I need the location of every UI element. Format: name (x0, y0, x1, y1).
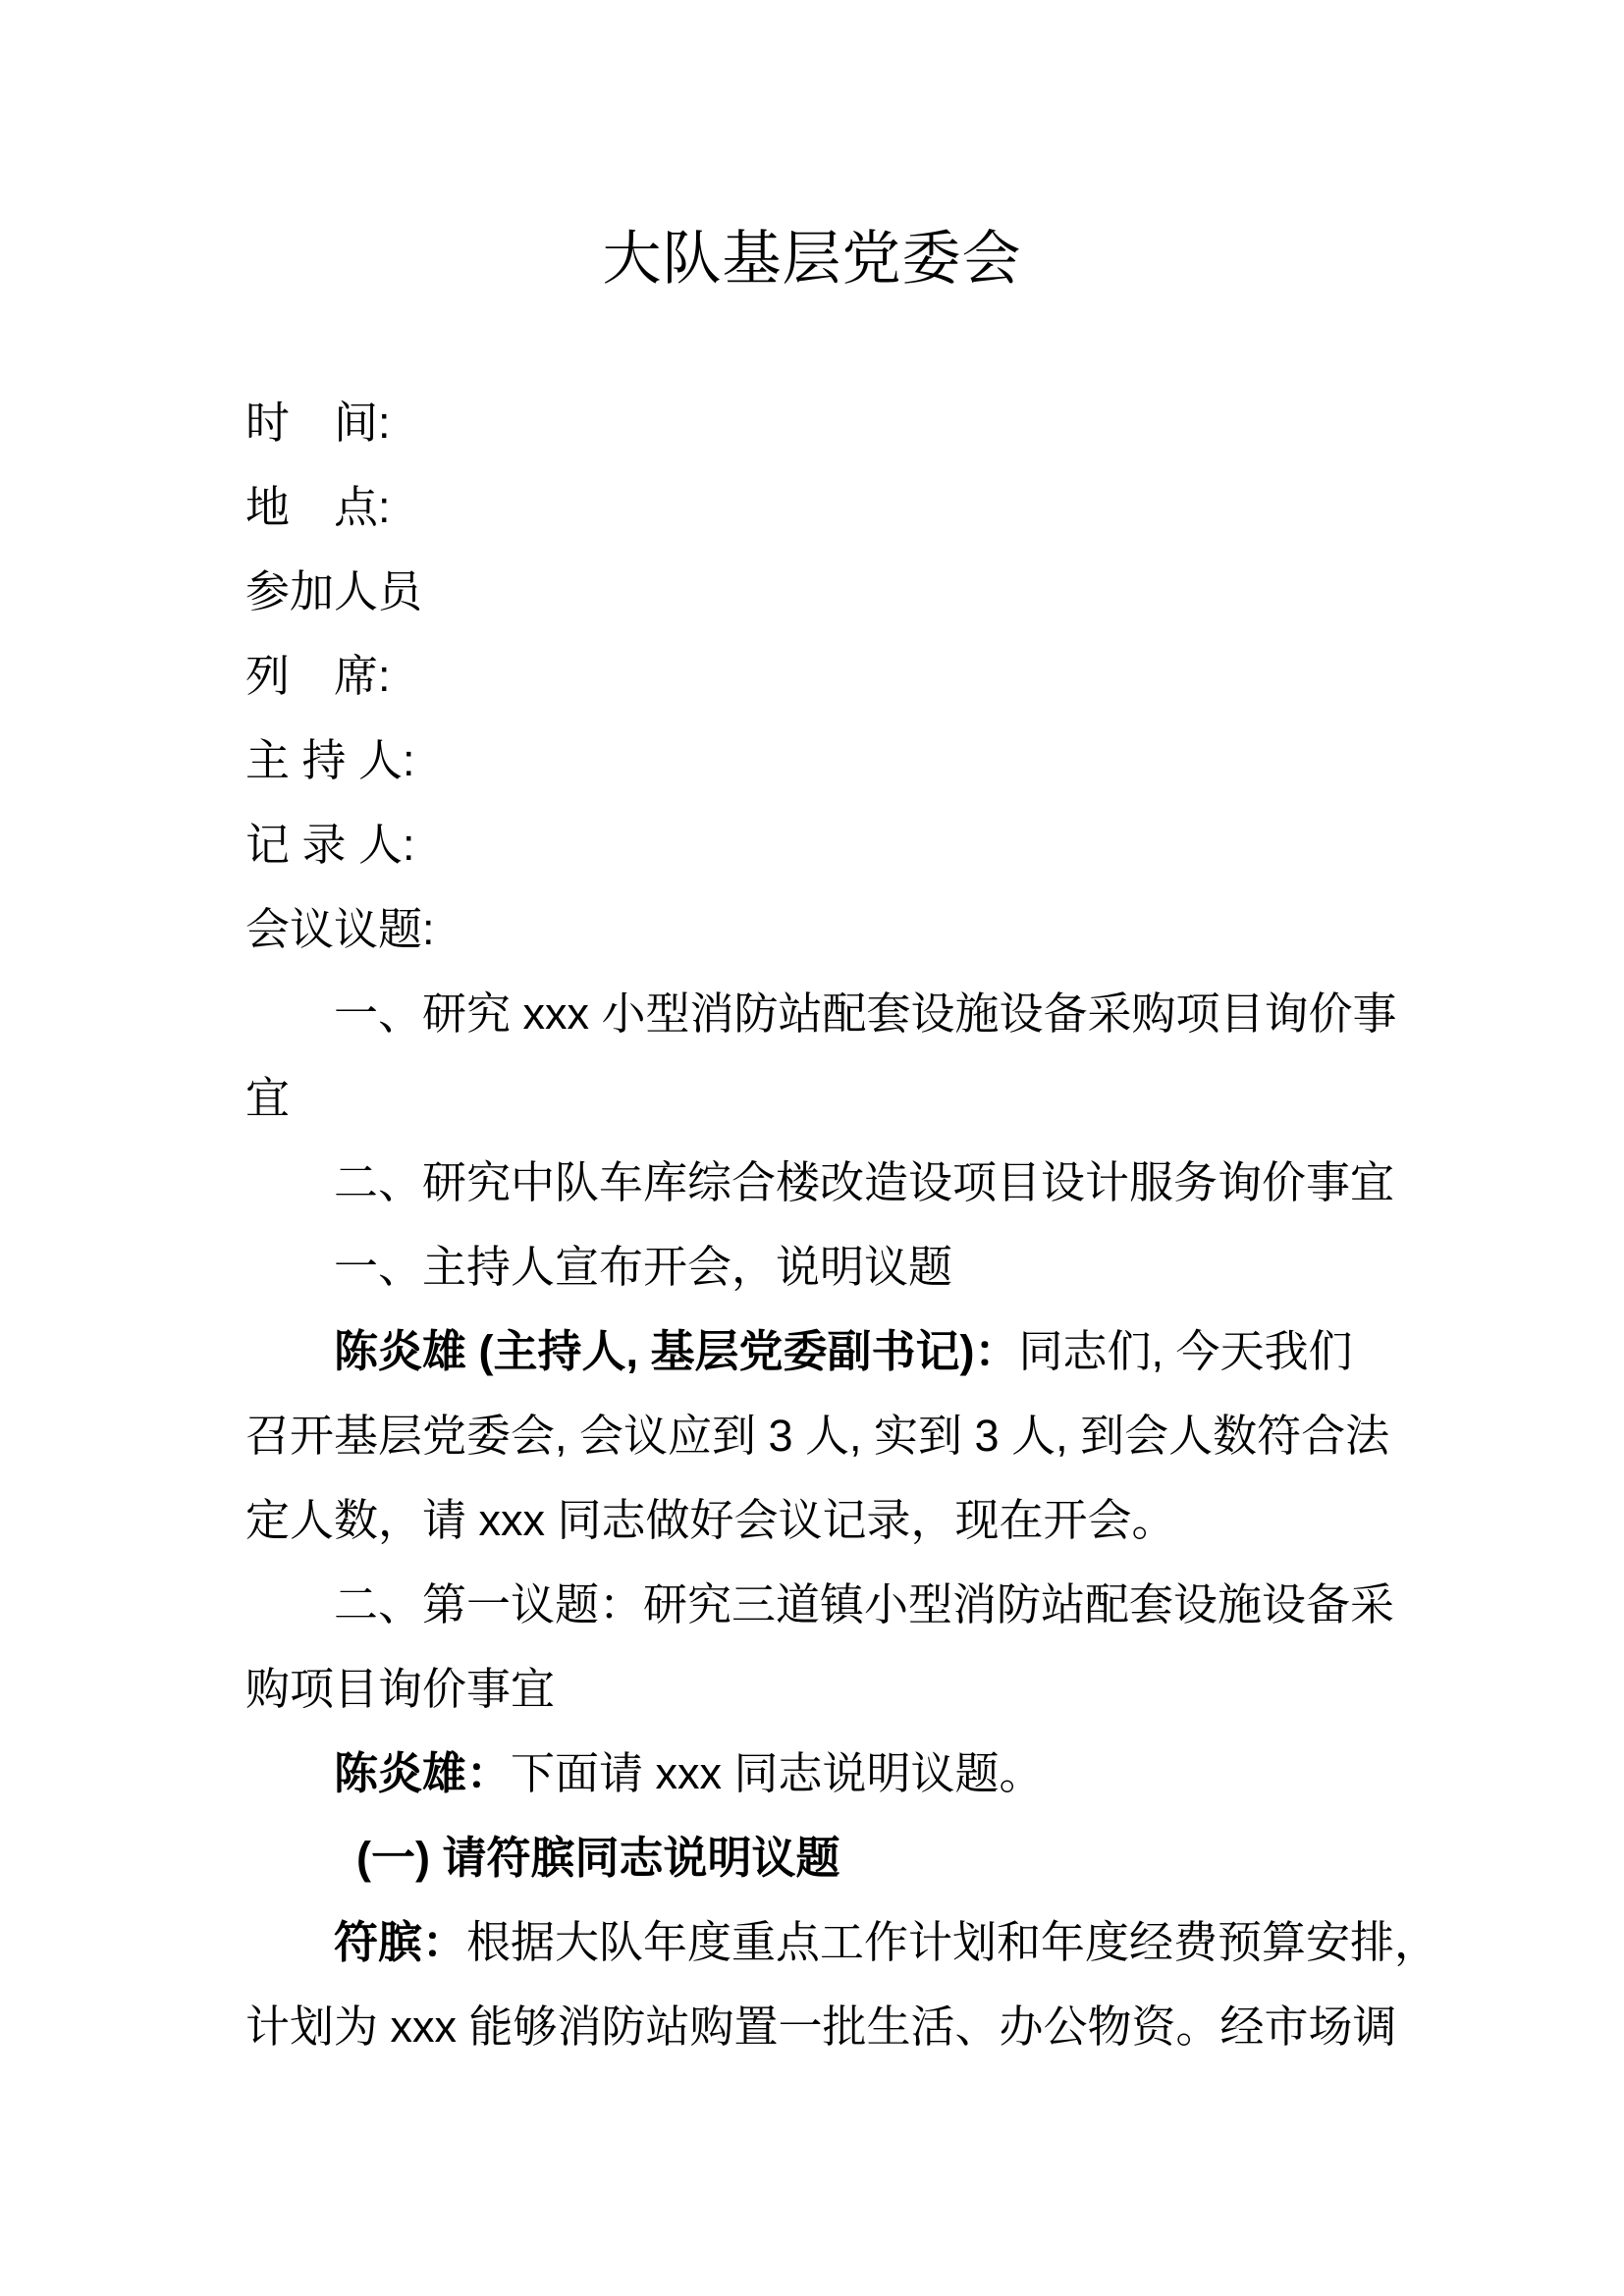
document-title: 大队基层党委会 (602, 227, 1022, 292)
doc-line-section-2-wrap: 购项目询价事宜 (245, 1664, 556, 1714)
doc-line-speech-wrap-1: 召开基层党委会, 会议应到 3 人, 实到 3 人, 到会人数符合法 (245, 1411, 1390, 1461)
doc-line-section-1: 一、主持人宣布开会，说明议题 (334, 1242, 953, 1292)
doc-line-section-2: 二、第一议题：研究三道镇小型消防站配套设施设备采 (334, 1579, 1395, 1629)
doc-line-speech-wrap-3: 计划为 xxx 能够消防站购置一批生活、办公物资。经市场调 (245, 2002, 1397, 2052)
field-attendees: 列 席: (245, 651, 391, 701)
doc-line-speaker-fubin: 符膑：根据大队年度重点工作计划和年度经费预算安排， (334, 1917, 1439, 1967)
doc-line-subsection-1: (一) 请符膑同志说明议题 (356, 1833, 840, 1883)
field-recorder: 记 录 人: (245, 820, 415, 870)
doc-line-agenda-1-wrap: 宜 (245, 1073, 291, 1123)
doc-line-speaker-chen-2: 陈炎雄：下面请 xxx 同志说明议题。 (334, 1748, 1044, 1798)
doc-line-speaker-chen-1: 陈炎雄 (主持人, 基层党委副书记)：同志们, 今天我们 (334, 1326, 1353, 1376)
field-location: 地 点: (245, 482, 391, 532)
field-host: 主 持 人: (245, 735, 415, 785)
doc-line-agenda-1: 一、研究 xxx 小型消防站配套设施设备采购项目询价事 (334, 988, 1397, 1039)
speaker-name: 陈炎雄： (334, 1748, 512, 1798)
document-body (245, 381, 1463, 2069)
doc-line-agenda-2: 二、研究中队车库综合楼改造设项目设计服务询价事宜 (334, 1157, 1395, 1207)
field-agenda-label: 会议议题: (245, 904, 435, 954)
field-time: 时 间: (245, 398, 391, 448)
doc-line-speech-wrap-2: 定人数，请 xxx 同志做好会议记录，现在开会。 (245, 1495, 1176, 1545)
speaker-name: 陈炎雄 (主持人, 基层党委副书记)： (334, 1326, 1019, 1376)
field-participants: 参加人员 (245, 566, 423, 616)
title-spacer (0, 304, 1624, 381)
speaker-name: 符膑： (334, 1917, 467, 1967)
